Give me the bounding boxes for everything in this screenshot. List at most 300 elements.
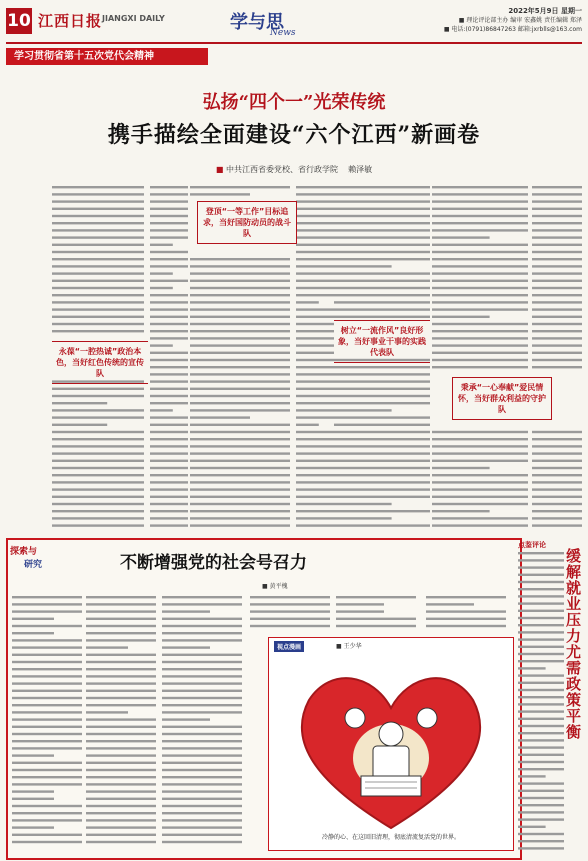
text-line — [162, 697, 242, 699]
text-line — [12, 798, 54, 800]
text-line — [296, 294, 334, 296]
text-line — [432, 445, 528, 447]
text-line — [296, 244, 334, 246]
editor-line: ■ 理论评论部主办 编审 宏鑫姚 责任编辑 郑泽 — [458, 17, 582, 24]
text-line — [162, 625, 242, 627]
text-line — [334, 467, 430, 469]
text-line — [86, 690, 156, 692]
text-line — [426, 610, 506, 612]
text-line — [86, 610, 156, 612]
text-line — [150, 388, 188, 390]
text-line — [190, 308, 290, 310]
text-line — [52, 186, 144, 188]
text-line — [532, 287, 582, 289]
text-line — [162, 704, 242, 706]
text-line — [150, 359, 188, 361]
text-line — [86, 675, 156, 677]
text-line — [52, 222, 144, 224]
text-line — [150, 424, 188, 426]
text-line — [12, 625, 82, 627]
text-line — [426, 596, 506, 598]
topic-banner: 学习贯彻省第十五次党代会精神 — [6, 48, 208, 65]
text-line — [150, 517, 188, 519]
text-line — [86, 826, 156, 828]
text-line — [432, 467, 490, 469]
text-line — [296, 488, 334, 490]
text-line — [432, 431, 528, 433]
text-line — [532, 524, 582, 526]
text-line — [296, 517, 334, 519]
text-line — [162, 740, 242, 742]
text-line — [150, 308, 188, 310]
text-line — [86, 668, 156, 670]
issue-date: 2022年5月9日 星期一 — [508, 7, 582, 15]
text-line — [150, 287, 173, 289]
text-line — [190, 409, 290, 411]
text-line — [12, 812, 82, 814]
text-line — [518, 653, 564, 655]
text-line — [12, 661, 82, 663]
text-line — [296, 323, 334, 325]
text-line — [296, 308, 334, 310]
text-line — [518, 703, 564, 705]
text-line — [12, 769, 82, 771]
text-line — [532, 337, 582, 339]
text-line — [150, 481, 188, 483]
text-line — [518, 782, 564, 784]
text-line — [518, 624, 564, 626]
text-line — [190, 503, 290, 505]
text-line — [334, 452, 430, 454]
text-line — [12, 740, 82, 742]
text-line — [432, 258, 528, 260]
text-line — [12, 834, 82, 836]
text-line — [150, 438, 188, 440]
text-line — [190, 460, 290, 462]
text-line — [86, 769, 156, 771]
text-line — [190, 402, 290, 404]
text-line — [334, 366, 430, 368]
text-line — [518, 761, 564, 763]
text-line — [296, 395, 334, 397]
text-line — [532, 193, 582, 195]
text-line — [334, 445, 430, 447]
text-line — [334, 388, 430, 390]
text-line — [518, 746, 564, 748]
text-line — [518, 559, 564, 561]
text-line — [86, 596, 156, 598]
text-line — [162, 618, 242, 620]
text-line — [150, 208, 188, 210]
text-line — [426, 625, 506, 627]
text-line — [86, 776, 156, 778]
text-line — [432, 481, 528, 483]
text-line — [334, 524, 430, 526]
text-line — [162, 690, 242, 692]
text-line — [190, 474, 290, 476]
lower-article-kicker — [10, 544, 58, 578]
text-line — [52, 438, 144, 440]
text-line — [334, 251, 430, 253]
text-line — [432, 503, 528, 505]
text-line — [86, 747, 156, 749]
text-line — [150, 503, 188, 505]
text-line — [86, 754, 156, 756]
text-line — [532, 200, 582, 202]
text-line — [432, 452, 528, 454]
text-line — [162, 646, 210, 648]
callout-4-text: 秉承“一心奉献”爱民情怀，当好群众利益的守护队 — [458, 383, 546, 414]
text-line — [12, 618, 54, 620]
text-line — [336, 610, 384, 612]
text-line — [52, 287, 144, 289]
text-line — [12, 603, 82, 605]
text-line — [518, 660, 564, 662]
text-line — [518, 833, 564, 835]
text-line — [532, 222, 582, 224]
text-line — [296, 438, 334, 440]
text-line — [336, 625, 416, 627]
text-line — [432, 496, 528, 498]
text-line — [334, 287, 430, 289]
text-line — [12, 690, 82, 692]
text-line — [190, 416, 250, 418]
text-line — [334, 193, 430, 195]
text-line — [162, 798, 242, 800]
text-line — [296, 186, 334, 188]
text-line — [12, 819, 82, 821]
text-line — [150, 488, 188, 490]
text-line — [162, 776, 242, 778]
text-line — [52, 244, 144, 246]
text-line — [190, 280, 290, 282]
text-line — [334, 431, 430, 433]
text-line — [250, 603, 330, 605]
text-line — [52, 424, 107, 426]
text-line — [532, 208, 582, 210]
text-line — [518, 732, 564, 734]
text-line — [532, 308, 582, 310]
text-line — [334, 510, 430, 512]
text-line — [432, 294, 528, 296]
text-line — [162, 733, 242, 735]
text-line — [86, 726, 156, 728]
text-line — [296, 424, 319, 426]
paper-name: 江西日报 — [38, 12, 103, 30]
kicker-b: 研究 — [24, 560, 43, 570]
text-line — [52, 496, 144, 498]
text-line — [432, 244, 528, 246]
text-line — [52, 294, 144, 296]
text-line — [52, 280, 144, 282]
text-line — [162, 783, 242, 785]
text-line — [12, 596, 82, 598]
right-body-text-lines — [518, 552, 566, 861]
lower-article-title: 不断增强党的社会号召力 — [120, 553, 307, 573]
text-line — [336, 603, 384, 605]
text-line — [52, 265, 144, 267]
text-line — [532, 244, 582, 246]
text-line — [190, 287, 290, 289]
text-line — [532, 258, 582, 260]
callout-1 — [52, 341, 148, 384]
text-line — [518, 797, 564, 799]
text-line — [52, 200, 144, 202]
text-line — [150, 496, 188, 498]
text-line — [190, 517, 290, 519]
text-line — [532, 265, 582, 267]
masthead — [6, 4, 582, 44]
text-line — [532, 474, 582, 476]
text-line — [532, 251, 582, 253]
text-line — [532, 460, 582, 462]
text-line — [52, 510, 144, 512]
text-line — [296, 265, 334, 267]
text-line — [52, 388, 144, 390]
text-line — [190, 359, 290, 361]
text-line — [162, 805, 242, 807]
text-line — [334, 294, 430, 296]
callout-1-text: 永葆“一腔热诚”政治本色，当好红色传统的宣传队 — [56, 347, 144, 378]
text-line — [86, 697, 156, 699]
text-line — [150, 344, 173, 346]
text-line — [518, 646, 564, 648]
text-line — [334, 316, 430, 318]
text-line — [296, 344, 334, 346]
text-line — [150, 265, 188, 267]
callout-3-text: 树立“一流作风”良好形象，当好事业干事的实践代表队 — [338, 326, 426, 357]
text-line — [150, 452, 188, 454]
text-line — [150, 236, 188, 238]
text-line — [150, 467, 188, 469]
text-line — [296, 280, 334, 282]
text-line — [518, 595, 564, 597]
text-line — [12, 747, 82, 749]
text-line — [12, 610, 82, 612]
text-line — [296, 193, 334, 195]
text-line — [432, 308, 528, 310]
section-title: 学与思 — [230, 12, 284, 33]
text-line — [518, 581, 564, 583]
text-line — [150, 416, 188, 418]
text-line — [334, 244, 430, 246]
text-line — [150, 186, 188, 188]
text-line — [532, 503, 582, 505]
text-line — [52, 474, 144, 476]
text-line — [432, 316, 490, 318]
text-line — [150, 251, 188, 253]
text-line — [334, 402, 430, 404]
text-line — [336, 596, 416, 598]
text-line — [518, 826, 546, 828]
text-line — [162, 841, 242, 843]
text-line — [296, 460, 334, 462]
masthead-meta — [392, 6, 582, 34]
text-line — [432, 330, 528, 332]
text-line — [518, 725, 564, 727]
text-line — [12, 790, 54, 792]
text-line — [52, 524, 144, 526]
text-line — [86, 711, 128, 713]
text-line — [12, 646, 82, 648]
text-line — [334, 438, 430, 440]
text-line — [518, 588, 564, 590]
right-article-title: 缓解就业压力尤需政策平衡 — [564, 548, 582, 740]
text-line — [12, 718, 82, 720]
text-line — [532, 488, 582, 490]
text-line — [52, 488, 144, 490]
text-line — [334, 208, 430, 210]
text-line — [296, 431, 334, 433]
text-line — [334, 280, 430, 282]
text-line — [52, 229, 144, 231]
text-line — [532, 301, 582, 303]
text-line — [162, 718, 210, 720]
text-line — [532, 452, 582, 454]
text-line — [296, 222, 334, 224]
cartoon-tag: 视点漫画 — [274, 641, 304, 652]
text-line — [296, 388, 334, 390]
text-line — [12, 632, 54, 634]
text-line — [518, 552, 564, 554]
text-line — [12, 826, 54, 828]
text-line — [518, 696, 564, 698]
text-line — [432, 344, 528, 346]
text-line — [532, 481, 582, 483]
text-line — [12, 841, 82, 843]
text-line — [432, 280, 528, 282]
article-kicker: 弘扬“四个一”光荣传统 — [202, 92, 386, 113]
text-line — [532, 229, 582, 231]
text-line — [12, 682, 82, 684]
text-line — [334, 308, 430, 310]
text-line — [432, 272, 528, 274]
text-line — [190, 330, 290, 332]
text-line — [190, 272, 290, 274]
text-line — [52, 208, 144, 210]
text-line — [162, 834, 242, 836]
text-line — [518, 610, 564, 612]
text-line — [432, 359, 528, 361]
text-line — [296, 467, 334, 469]
text-line — [334, 409, 392, 411]
text-line — [518, 682, 564, 684]
text-line — [52, 251, 144, 253]
text-line — [250, 610, 330, 612]
text-line — [532, 323, 582, 325]
text-line — [86, 704, 156, 706]
text-line — [162, 654, 242, 656]
text-line — [334, 215, 430, 217]
text-line — [432, 524, 528, 526]
text-line — [532, 510, 582, 512]
text-line — [52, 409, 144, 411]
text-line — [190, 424, 290, 426]
text-line — [162, 632, 242, 634]
text-line — [12, 711, 82, 713]
text-line — [432, 474, 528, 476]
text-line — [52, 481, 144, 483]
text-line — [190, 193, 250, 195]
text-line — [12, 754, 54, 756]
text-line — [86, 783, 156, 785]
text-line — [162, 790, 242, 792]
text-line — [336, 618, 416, 620]
text-line — [296, 359, 334, 361]
text-line — [190, 258, 290, 260]
text-line — [334, 474, 430, 476]
text-line — [150, 222, 188, 224]
article-headline: 携手描绘全面建设“六个江西”新画卷 — [107, 122, 481, 148]
callout-2 — [197, 201, 297, 244]
text-line — [150, 510, 188, 512]
text-line — [12, 668, 82, 670]
section-subtitle: News — [270, 28, 296, 38]
text-line — [296, 251, 334, 253]
text-line — [432, 222, 528, 224]
text-line — [432, 352, 528, 354]
text-line — [52, 452, 144, 454]
text-line — [432, 488, 528, 490]
text-line — [162, 812, 242, 814]
text-line — [296, 330, 334, 332]
text-line — [86, 618, 156, 620]
text-line — [334, 380, 430, 382]
text-line — [86, 646, 128, 648]
text-line — [150, 301, 188, 303]
text-line — [334, 272, 430, 274]
text-line — [518, 617, 564, 619]
text-line — [532, 445, 582, 447]
text-line — [334, 488, 430, 490]
text-line — [432, 208, 528, 210]
text-line — [334, 229, 430, 231]
contact-line: ■ 电话:(0791)86847263 邮箱:jxrblls@163.com — [443, 26, 582, 33]
text-line — [190, 323, 290, 325]
text-line — [86, 762, 156, 764]
text-line — [334, 503, 392, 505]
text-line — [12, 639, 82, 641]
text-line — [432, 193, 528, 195]
text-line — [86, 834, 156, 836]
cartoon-author: ■ 王少华 — [336, 643, 362, 650]
text-line — [296, 200, 334, 202]
text-line — [52, 503, 144, 505]
text-line — [190, 395, 290, 397]
text-line — [190, 294, 290, 296]
text-line — [518, 638, 564, 640]
byline-square-icon: ■ — [215, 165, 224, 174]
text-line — [532, 186, 582, 188]
text-line — [532, 272, 582, 274]
text-line — [426, 603, 474, 605]
text-line — [518, 574, 564, 576]
text-line — [52, 193, 144, 195]
text-line — [86, 798, 156, 800]
text-line — [518, 631, 564, 633]
text-line — [190, 481, 290, 483]
text-line — [52, 301, 144, 303]
text-line — [296, 409, 334, 411]
text-line — [296, 474, 334, 476]
text-line — [432, 510, 490, 512]
text-line — [296, 380, 334, 382]
text-line — [296, 524, 334, 526]
text-line — [432, 438, 528, 440]
text-line — [150, 431, 188, 433]
text-line — [432, 251, 528, 253]
text-line — [12, 783, 82, 785]
